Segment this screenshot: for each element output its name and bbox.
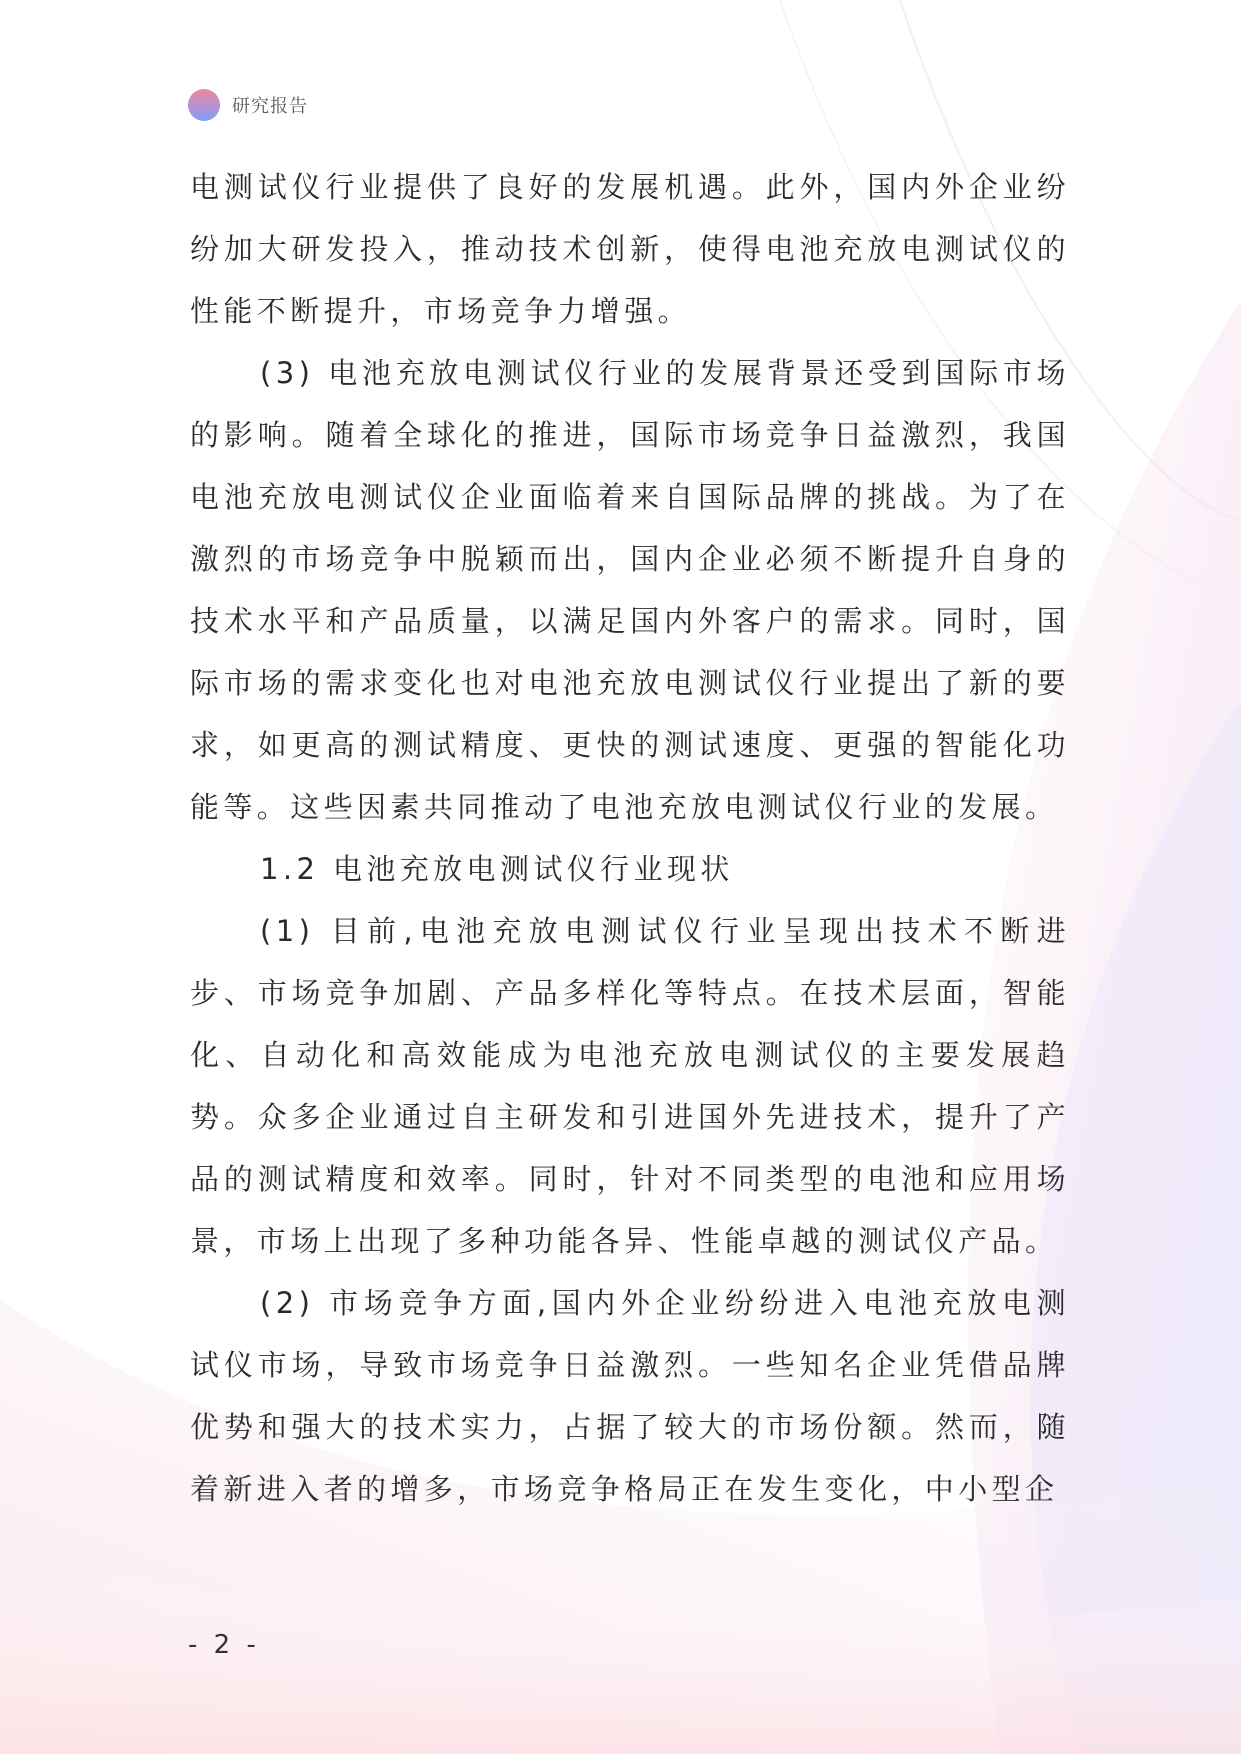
header-title: 研究报告 <box>232 96 308 117</box>
paragraph-2: (2) 市场竞争方面,国内外企业纷纷进入电池充放电测试仪市场，导致市场竞争日益激烈。一些知名企业凭借品牌优势和强大的技术实力，占据了较大的市场份额。然而，随着新进入者的增多，市场竞争格局正在发生变化，中小型企 <box>190 1286 1070 1506</box>
paragraph-1: (1) 目前,电池充放电测试仪行业呈现出技术不断进步、市场竞争加剧、产品多样化等特点。在技术层面，智能化、自动化和高效能成为电池充放电测试仪的主要发展趋势。众多企业通过自主研发和引进国外先进技术，提升了产品的测试精度和效率。同时，针对不同类型的电池和应用场景，市场上出现了多种功能各异、性能卓越的测试仪产品。 <box>190 914 1070 1258</box>
paragraph-3: (3) 电池充放电测试仪行业的发展背景还受到国际市场的影响。随着全球化的推进，国际市场竞争日益激烈，我国电池充放电测试仪企业面临着来自国际品牌的挑战。为了在激烈的市场竞争中脱颖而出，国内企业必须不断提升自身的技术水平和产品质量，以满足国内外客户的需求。同时，国际市场的需求变化也对电池充放电测试仪行业提出了新的要求，如更高的测试精度、更快的测试速度、更强的智能化功能等。这些因素共同推动了电池充放电测试仪行业的发展。 <box>190 356 1070 824</box>
logo-icon <box>188 89 220 121</box>
report-header <box>188 88 308 122</box>
document-body <box>190 156 1070 1520</box>
section-heading: 1.2 电池充放电测试仪行业现状 <box>260 852 734 886</box>
paragraph-continued: 电测试仪行业提供了良好的发展机遇。此外，国内外企业纷纷加大研发投入，推动技术创新，使得电池充放电测试仪的性能不断提升，市场竞争力增强。 <box>190 170 1070 328</box>
page-number: - 2 - <box>188 1630 260 1660</box>
